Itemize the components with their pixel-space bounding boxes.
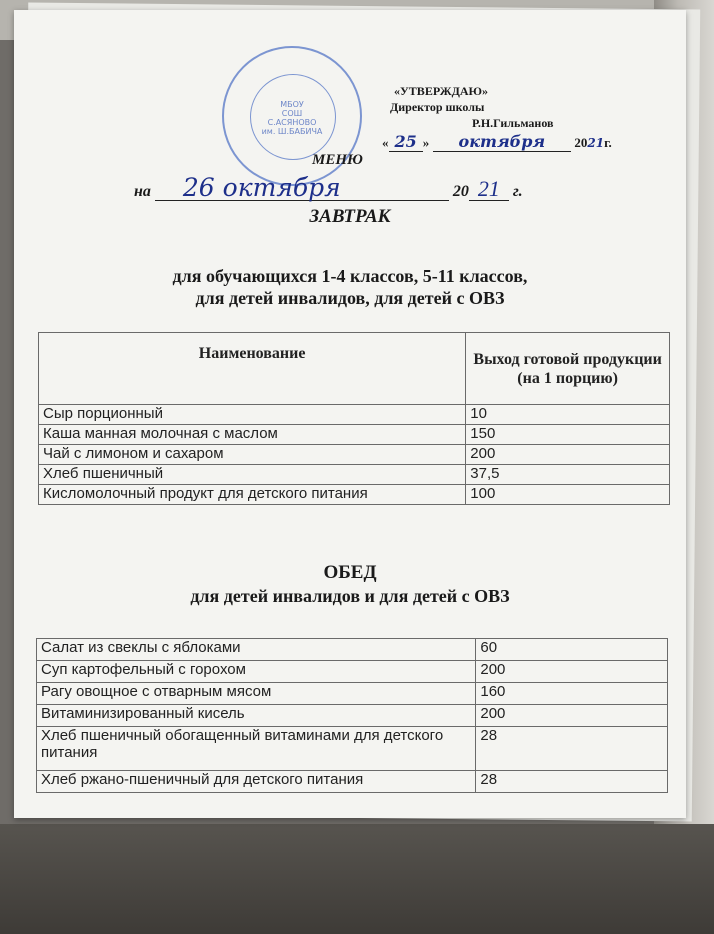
breakfast-table [38,332,670,505]
table-row [37,705,668,727]
dish-name: Салат из свеклы с яблоками [37,639,476,661]
dish-yield: 28 [476,771,668,793]
dish-name: Сыр порционный [39,405,466,425]
quote-close: » [422,135,430,150]
dish-yield: 37,5 [466,465,670,485]
table-row [39,405,670,425]
table-row [39,445,670,465]
stamp-line: МБОУ [280,100,304,109]
table-row [37,639,668,661]
stamp-line: СОШ [281,109,303,118]
breakfast-subtitle-2: для детей инвалидов, для детей с ОВЗ [195,288,505,308]
header-yield: Выход готовой продукции (на 1 порцию) [466,333,670,405]
table-row [39,425,670,445]
dish-name: Чай с лимоном и сахаром [39,445,466,465]
table-row [37,683,668,705]
lunch-subtitle: для детей инвалидов и для детей с ОВЗ [190,586,510,606]
approval-year-unit: г. [604,135,612,150]
approval-heading: «УТВЕРЖДАЮ» [394,84,489,98]
quote-open: « [382,135,389,150]
dish-name: Суп картофельный с горохом [37,661,476,683]
approval-month: октября [433,132,572,152]
table-row [39,465,670,485]
dish-name: Кисломолочный продукт для детского питания [39,485,466,505]
approval-year-prefix: 20 [574,135,588,150]
dish-yield: 10 [466,405,670,425]
approval-signer: Р.Н.Гильманов [472,116,554,130]
menu-heading: МЕНЮ [312,152,363,168]
breakfast-table-header [39,333,670,405]
dish-yield: 160 [476,683,668,705]
dish-name: Хлеб ржано-пшеничный для детского питания [37,771,476,793]
dish-yield: 60 [476,639,668,661]
header-name: Наименование [39,333,466,405]
dish-yield: 100 [466,485,670,505]
dish-name: Хлеб пшеничный [39,465,466,485]
menu-date-label: на [134,183,151,200]
stamp-line: им. Ш.БАБИЧА [261,127,323,136]
dish-name: Хлеб пшеничный обогащенный витаминами для детского питания [37,727,476,771]
dish-yield: 28 [476,727,668,771]
approval-date [382,134,612,151]
background-bottom [0,824,714,934]
stamp-line: С.АСЯНОВО [267,118,317,127]
dish-yield: 200 [466,445,670,465]
table-row [39,485,670,505]
table-row [37,727,668,771]
dish-name: Каша манная молочная с маслом [39,425,466,445]
dish-yield: 200 [476,705,668,727]
dish-yield: 200 [476,661,668,683]
menu-date-line [134,173,523,202]
menu-year: 21 [469,178,509,201]
lunch-table [36,638,668,793]
menu-year-prefix: 20 [452,183,469,200]
approval-position: Директор школы [390,100,485,114]
approval-year: 21 [587,136,605,150]
table-row [37,771,668,793]
lunch-title: ОБЕД [323,562,377,583]
dish-name: Рагу овощное с отварным мясом [37,683,476,705]
menu-date: 26 октября [155,176,449,201]
menu-document [14,10,686,818]
table-row [37,661,668,683]
stamp-text [224,100,360,136]
approval-day: 25 [389,132,423,152]
dish-name: Витаминизированный кисель [37,705,476,727]
breakfast-subtitle-1: для обучающихся 1-4 классов, 5-11 классов, [172,266,528,286]
menu-year-unit: г. [512,183,523,200]
dish-yield: 150 [466,425,670,445]
breakfast-title: ЗАВТРАК [309,206,391,227]
